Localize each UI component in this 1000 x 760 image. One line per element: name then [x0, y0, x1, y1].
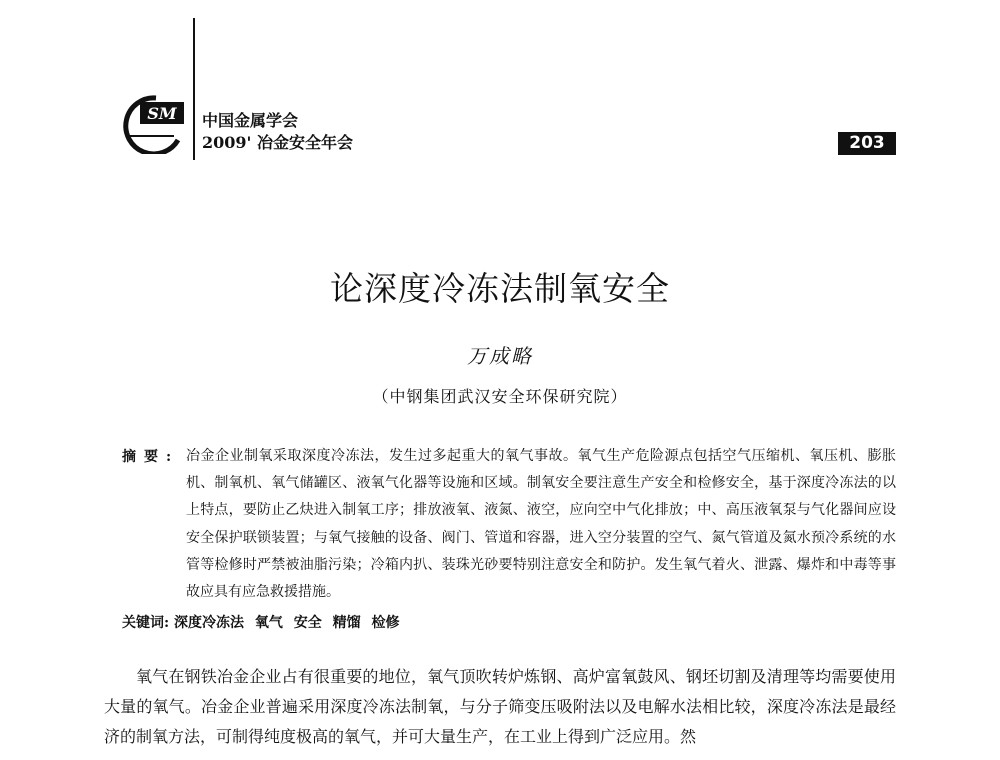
society-logo [116, 92, 188, 154]
conference-header [202, 110, 353, 154]
keyword-item: 精馏 [332, 615, 361, 631]
abstract-label: 摘要: [122, 449, 180, 465]
keyword-item: 安全 [293, 615, 322, 631]
keywords-line [122, 612, 406, 632]
paper-title: 论深度冷冻法制氧安全 [330, 269, 670, 308]
org-name: 中国金属学会 [202, 111, 299, 130]
page-number-badge: 203 [838, 132, 896, 155]
keyword-item: 检修 [371, 615, 400, 631]
abstract-text: 冶金企业制氧采取深度冷冻法，发生过多起重大的氧气事故。氧气生产危险源点包括空气压缩机、氧压机、膨胀机、制氧机、氧气储罐区、液氧气化器等设施和区域。制氧安全要注意生产安全和检修安全，基于深度冷冻法的以上特点，要防止乙炔进入制氧工序；排放液氧、液氮、液空，应向空中气化排放；中、高压液氧泵与气化器间应设安全保护联锁装置；与氧气接触的设备、阀门、管道和容器，进入空分装置的空气、氮气管道及氮水预冷系统的水管等检修时严禁被油脂污染；冷箱内扒、装珠光砂要特别注意安全和防护。发生氧气着火、泄露、爆炸和中毒等事故应具有应急救援措施。 [186, 448, 896, 601]
keywords-label: 关键词: [122, 615, 170, 631]
keyword-item: 氧气 [254, 615, 283, 631]
keyword-item: 深度冷冻法 [174, 615, 245, 631]
conference-name: 2009' 冶金安全年会 [202, 133, 354, 152]
svg-text:SM: SM [147, 104, 177, 123]
paper-author: 万成略 [467, 344, 533, 368]
author-affiliation: （中钢集团武汉安全环保研究院） [372, 387, 628, 406]
header-divider-line [193, 18, 195, 160]
body-paragraph: 氧气在钢铁冶金企业占有很重要的地位，氧气顶吹转炉炼钢、高炉富氧鼓风、钢坯切割及清理等均需要使用大量的氧气。冶金企业普遍采用深度冷冻法制氧，与分子筛变压吸附法以及电解水法相比较，深度冷冻法是最经济的制氧方法，可制得纯度极高的氧气，并可大量生产，在工业上得到广泛应用。然 [104, 667, 896, 746]
